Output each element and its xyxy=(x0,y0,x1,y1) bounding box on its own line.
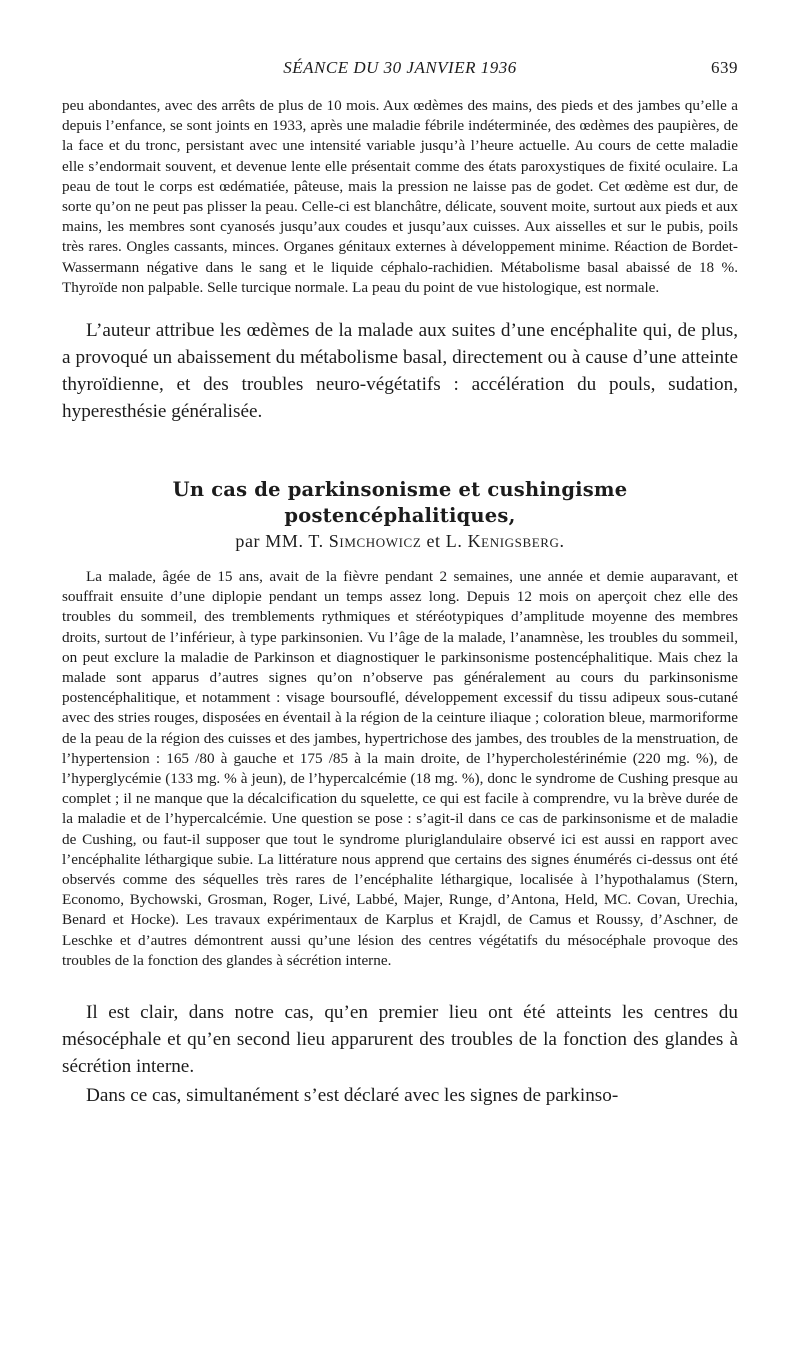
document-page xyxy=(62,58,738,1109)
case-report-paragraph: La malade, âgée de 15 ans, avait de la fièvre pendant 2 semaines, une année et demie auparavant, et souffrait ensuite d’une diplopie pendant un temps assez long. Depuis 12 mois on aperçoit chez elle des troubles du sommeil, des tremblements rythmiques et stéréotypiques d’amplitude moyenne des membres droits, surtout de l’inférieur, à type parkinsonien. Vu l’âge de la malade, l’anamnèse, les troubles du sommeil, on peut exclure la maladie de Parkinson et diagnostiquer le parkinsonisme postencéphalitique. Mais chez la malade sont apparus d’autres signes qu’on n’observe pas généralement au cours du parkinsonisme postencéphalitique, et notamment : visage boursouflé, développement excessif du tissu adipeux sous-cutané avec des stries rouges, disposées en éventail à la région de la ceinture iliaque ; coloration bleue, marmoriforme de la peau de la région des cuisses et des jambes, hypertrichose des jambes, des troubles de la menstruation, de l’hypertension : 165 /80 à gauche et 175 /85 à la main droite, de l’hypercholestérinémie (220 mg. %), de l’hyperglycémie (133 mg. % à jeun), de l’hypercalcémie (18 mg. %), donc le syndrome de Cushing presque au complet ; il ne manque que la décalcification du squelette, ce qui est facile à comprendre, vu la brève durée de la maladie et de l’hypercalcémie. Une question se pose : s’agit-il dans ce cas de parkinsonisme et de maladie de Cushing, ou faut-il supposer que tout le syndrome pluriglandulaire observé ici est aussi en rapport avec l’encéphalite léthargique subie. La littérature nous apprend que certains des signes énumérés ci-dessus ont été observés comme des séquelles très rares de l’encéphalite léthargique, localisée à l’hypothalamus (Stern, Economo, Bychowski, Grosman, Roger, Livé, Labbé, Majer, Runge, d’Antona, Held, MC. Covan, Urechia, Benard et Hocke). Les travaux expérimentaux de Karplus et Krajdl, de Camus et Roussy, d’Aschner, de Leschke et d’autres démontrent aussi qu’une lésion des centres végétatifs du mésocéphale provoque des troubles de la fonction des glandes à sécrétion interne. xyxy=(62,568,738,969)
authors-conjunction: et L. xyxy=(426,531,463,552)
author-simchowicz: Simchowicz xyxy=(328,531,422,552)
continuation-paragraph: Dans ce cas, simultanément s’est déclaré avec les signes de parkinso- xyxy=(86,1085,619,1107)
page-number: 639 xyxy=(711,58,738,77)
author-kenigsberg: Kenigsberg. xyxy=(467,531,565,552)
running-header xyxy=(62,58,738,88)
author-conclusion-paragraph: L’auteur attribue les œdèmes de la malade aux suites d’une encéphalite qui, de plus, a provoqué un abaissement du métabolisme basal, directement ou à cause d’une atteinte thyroïdienne, et des troubles neuro-végétatifs : accélération du pouls, sudation, hyperesthésie généralisée. xyxy=(62,320,738,423)
discussion-paragraph: Il est clair, dans notre cas, qu’en premier lieu ont été atteints les centres du mésocéphale et qu’en second lieu apparurent des troubles de la fonction des glandes à sécrétion interne. xyxy=(62,1002,738,1078)
case-description-paragraph: peu abondantes, avec des arrêts de plus de 10 mois. Aux œdèmes des mains, des pieds et des jambes qu’elle a depuis l’enfance, se sont joints en 1933, après une maladie fébrile indéterminée, des œdèmes des paupières, de la face et du tronc, persistant avec une intensité variable jusqu’à l’heure actuelle. Au cours de cette maladie elle s’endormait souvent, et devenue lente elle présentait comme des états paroxystiques de fixité oculaire. La peau de tout le corps est œdématiée, pâteuse, mais la pression ne laisse pas de godet. Cet œdème est dur, de sorte qu’on ne peut pas plisser la peau. Celle-ci est blanchâtre, délicate, souvent moite, surtout aux pieds et aux mains, les membres sont cyanosés jusqu’aux coudes et jusqu’aux cuisses. Aux aisselles et sur le pubis, poils très rares. Ongles cassants, minces. Organes génitaux externes à développement minime. Réaction de Bordet-Wassermann négative dans le sang et le liquide céphalo-rachidien. Métabolisme basal abaissé de 18 %. Thyroïde non palpable. Selle turcique normale. La peau du point de vue histologique, est normale. xyxy=(62,97,738,296)
article-authors xyxy=(62,529,738,553)
article-title: Un cas de parkinsonisme et cushingisme postencéphalitiques, xyxy=(172,478,628,528)
running-title: SÉANCE DU 30 JANVIER 1936 xyxy=(283,58,517,77)
authors-prefix: par MM. T. xyxy=(235,531,324,552)
